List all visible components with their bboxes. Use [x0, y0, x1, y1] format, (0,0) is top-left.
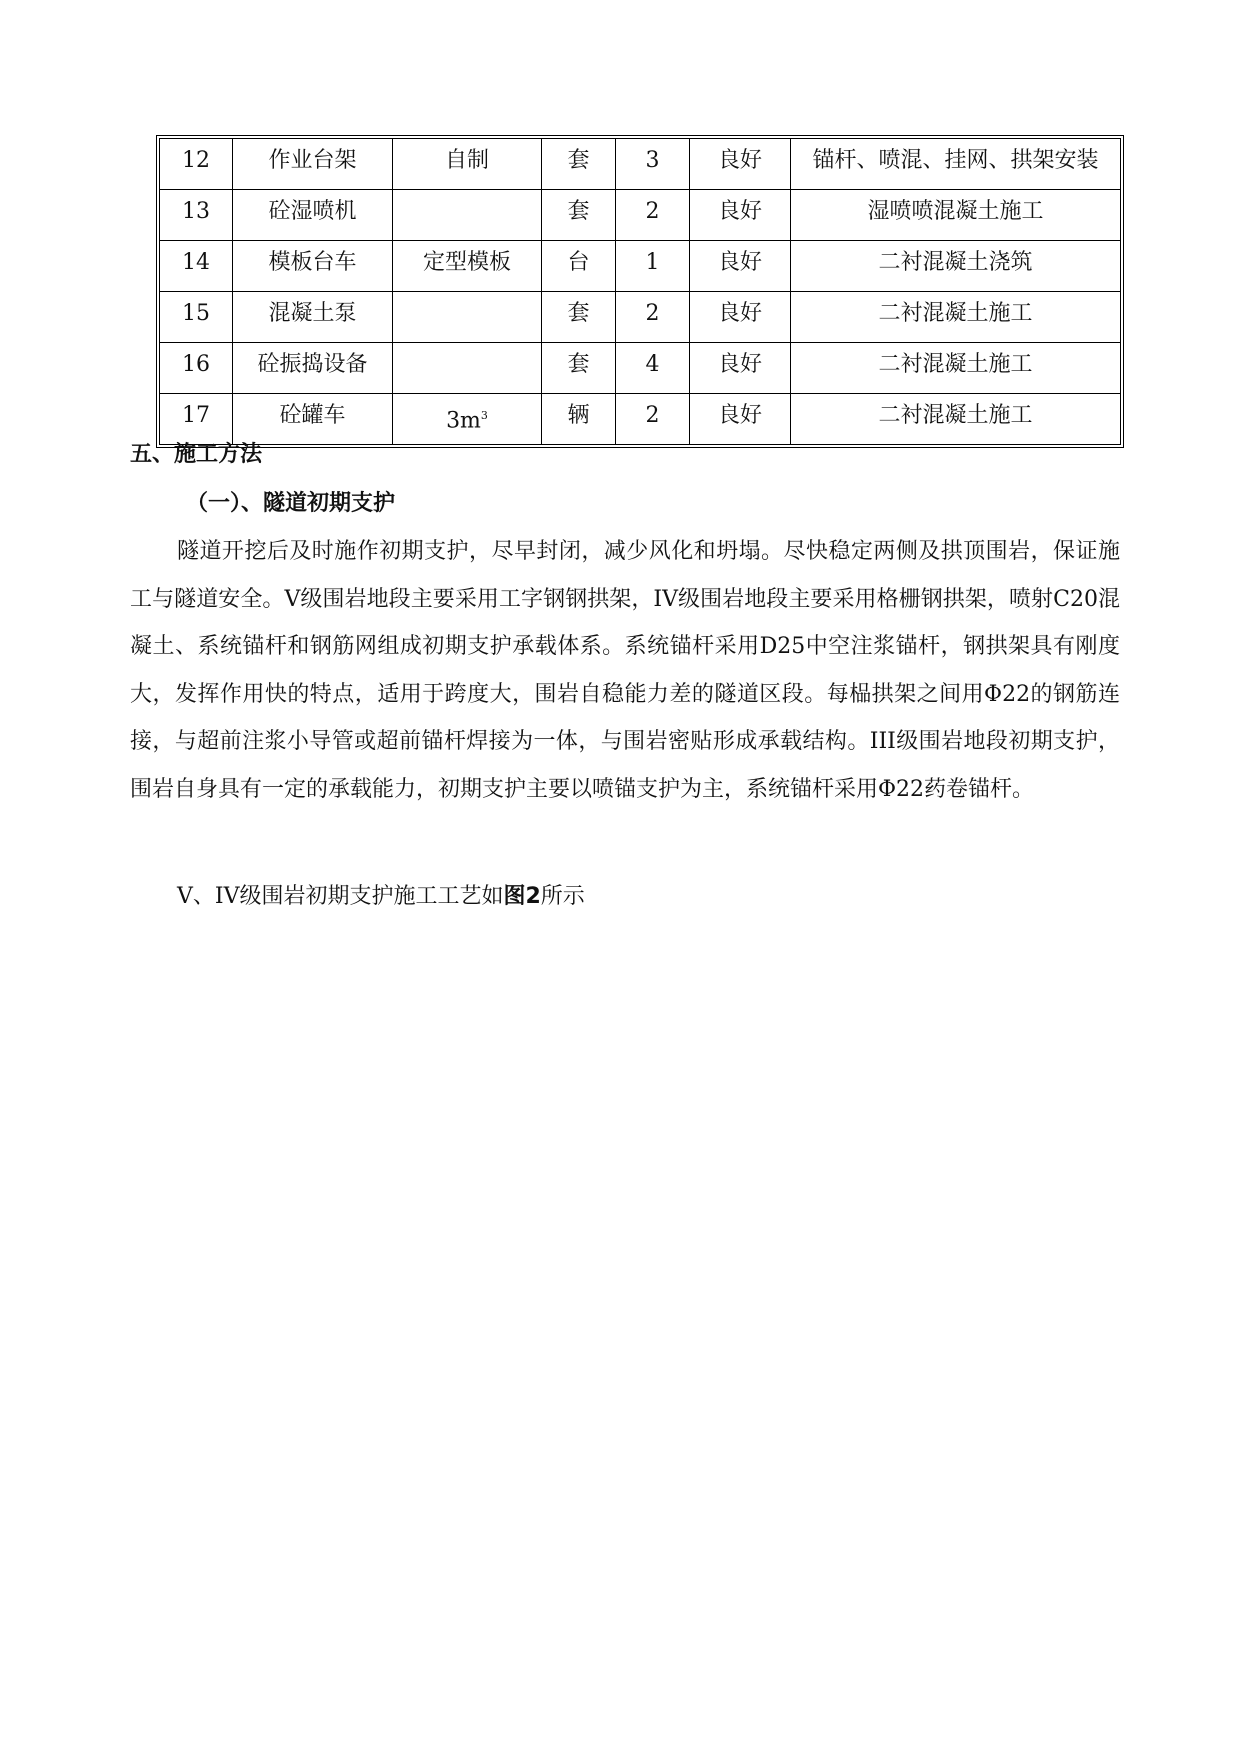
figure-reference: 图2 — [503, 884, 541, 909]
cell-unit: 套 — [542, 343, 616, 394]
cell-use: 二衬混凝土施工 — [791, 292, 1121, 343]
paragraph-text: V、IV级围岩初期支护施工工艺如 — [177, 884, 504, 909]
cell-condition: 良好 — [690, 292, 791, 343]
cell-spec: 定型模板 — [393, 241, 542, 292]
cell-condition: 良好 — [690, 241, 791, 292]
sub-heading: （一）、隧道初期支护 — [186, 491, 396, 516]
cell-name: 模板台车 — [233, 241, 393, 292]
cell-unit: 辆 — [542, 394, 616, 445]
cell-unit: 套 — [542, 190, 616, 241]
equipment-table-grid — [159, 138, 1121, 445]
cell-condition: 良好 — [690, 190, 791, 241]
section-heading: 五、施工方法 — [130, 442, 263, 467]
cell-spec — [393, 292, 542, 343]
cell-condition: 良好 — [690, 394, 791, 445]
cell-no: 16 — [160, 343, 233, 394]
cell-use: 湿喷喷混凝土施工 — [791, 190, 1121, 241]
body-paragraph: 隧道开挖后及时施作初期支护，尽早封闭，减少风化和坍塌。尽快稳定两侧及拱顶围岩，保证施工与隧道安全。V级围岩地段主要采用工字钢钢拱架，IV级围岩地段主要采用格栅钢拱架，喷射C20混凝土、系统锚杆和钢筋网组成初期支护承载体系。系统锚杆采用D25中空注浆锚杆，钢拱架具有刚度大，发挥作用快的特点，适用于跨度大，围岩自稳能力差的隧道区段。每榀拱架之间用Φ22的钢筋连接，与超前注浆小导管或超前锚杆焊接为一体，与围岩密贴形成承载结构。III级围岩地段初期支护，围岩自身具有一定的承载能力，初期支护主要以喷锚支护为主，系统锚杆采用Φ22药卷锚杆。 — [130, 539, 1120, 802]
table-row — [160, 292, 1121, 343]
cell-spec: 自制 — [393, 139, 542, 190]
cell-no: 14 — [160, 241, 233, 292]
equipment-table — [156, 135, 1124, 448]
cell-spec — [393, 394, 542, 445]
cell-unit: 台 — [542, 241, 616, 292]
cell-qty: 4 — [616, 343, 690, 394]
table-row — [160, 394, 1121, 445]
paragraph-text: 所示 — [540, 884, 585, 909]
cell-qty: 2 — [616, 292, 690, 343]
cell-qty: 3 — [616, 139, 690, 190]
cell-use: 二衬混凝土施工 — [791, 394, 1121, 445]
cell-qty: 2 — [616, 394, 690, 445]
cell-spec — [393, 190, 542, 241]
cell-use: 二衬混凝土浇筑 — [791, 241, 1121, 292]
table-row — [160, 241, 1121, 292]
cell-spec — [393, 343, 542, 394]
cell-condition: 良好 — [690, 139, 791, 190]
cell-unit: 套 — [542, 292, 616, 343]
cell-name: 砼湿喷机 — [233, 190, 393, 241]
cell-no: 12 — [160, 139, 233, 190]
cell-name: 混凝土泵 — [233, 292, 393, 343]
spec-value: 3m — [446, 408, 481, 434]
cell-qty: 1 — [616, 241, 690, 292]
cell-use: 锚杆、喷混、挂网、拱架安装 — [791, 139, 1121, 190]
cell-name: 作业台架 — [233, 139, 393, 190]
figure-reference-paragraph — [130, 873, 1120, 921]
cell-use: 二衬混凝土施工 — [791, 343, 1121, 394]
table-row — [160, 139, 1121, 190]
cell-name: 砼罐车 — [233, 394, 393, 445]
cell-no: 17 — [160, 394, 233, 445]
table-row — [160, 343, 1121, 394]
cell-no: 13 — [160, 190, 233, 241]
cell-unit: 套 — [542, 139, 616, 190]
cell-no: 15 — [160, 292, 233, 343]
spec-superscript: 3 — [480, 409, 488, 422]
cell-name: 砼振捣设备 — [233, 343, 393, 394]
cell-qty: 2 — [616, 190, 690, 241]
table-row — [160, 190, 1121, 241]
cell-condition: 良好 — [690, 343, 791, 394]
